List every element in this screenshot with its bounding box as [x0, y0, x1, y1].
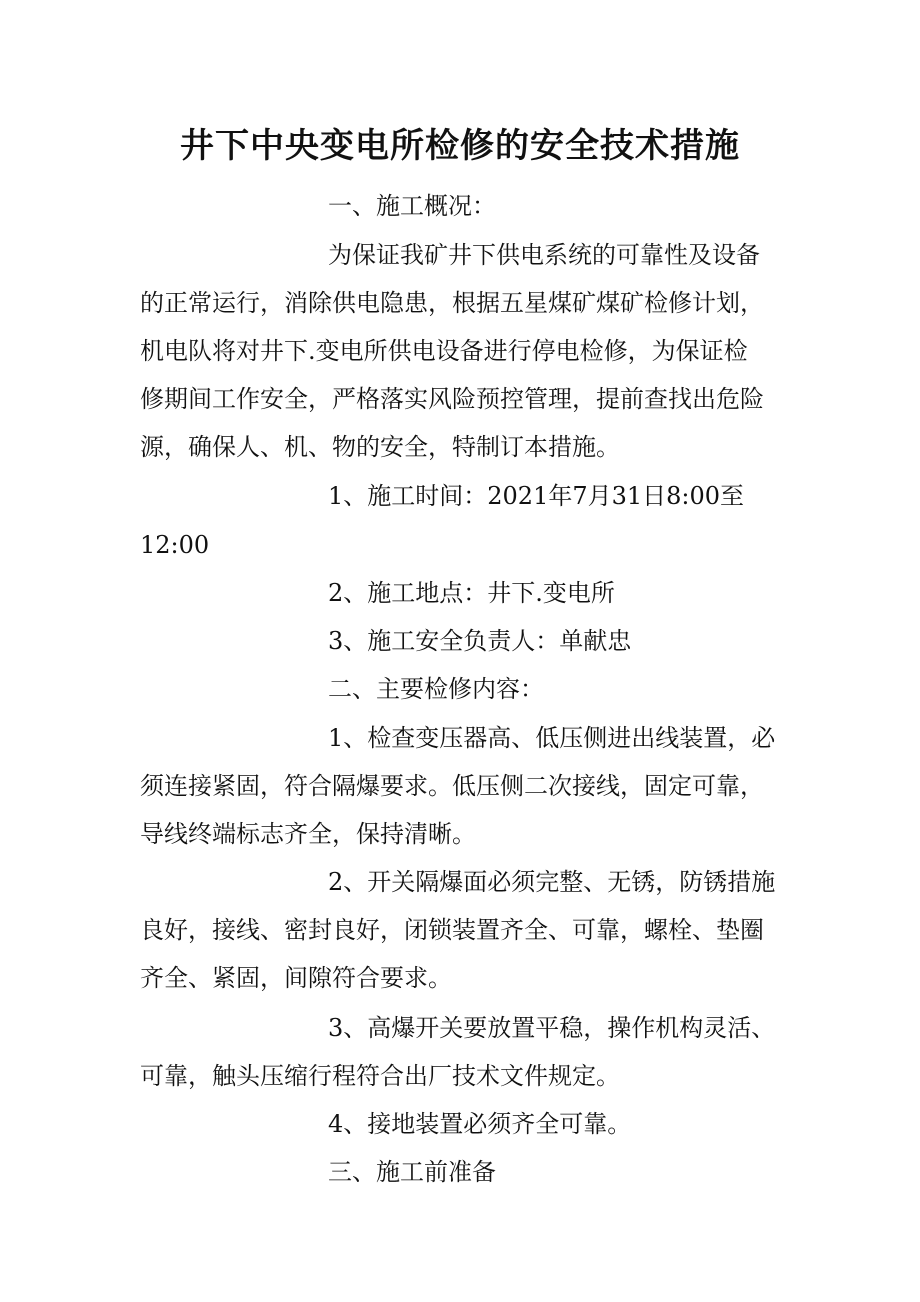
paragraph-line: 修期间工作安全，严格落实风险预控管理，提前查找出危险: [140, 385, 764, 413]
paragraph-line: 良好，接线、密封良好，闭锁装置齐全、可靠，螺栓、垫圈: [140, 916, 764, 944]
section-heading-overview: 一、施工概况：: [328, 192, 496, 220]
paragraph-line: 1、检查变压器高、低压侧进出线装置，必: [328, 724, 776, 752]
document-title: 井下中央变电所检修的安全技术措施: [180, 126, 740, 166]
paragraph-line: 的正常运行，消除供电隐患，根据五星煤矿煤矿检修计划，: [140, 289, 764, 317]
safety-officer-line: 3、施工安全负责人：单献忠: [328, 627, 632, 655]
construction-location-line: 2、施工地点：井下.变电所: [328, 579, 615, 607]
paragraph-line: 齐全、紧固，间隙符合要求。: [140, 964, 452, 992]
paragraph-line: 机电队将对井下.变电所供电设备进行停电检修，为保证检: [140, 337, 748, 365]
section-heading-preparation: 三、施工前准备: [328, 1158, 496, 1186]
construction-time-line: 12:00: [140, 531, 210, 559]
paragraph-line: 源，确保人、机、物的安全，特制订本措施。: [140, 433, 620, 461]
paragraph-line: 2、开关隔爆面必须完整、无锈，防锈措施: [328, 868, 776, 896]
paragraph-line: 3、高爆开关要放置平稳，操作机构灵活、: [328, 1014, 776, 1042]
construction-time-line: 1、施工时间：2021年7月31日8:00至: [328, 482, 745, 510]
section-heading-main-content: 二、主要检修内容：: [328, 675, 544, 703]
paragraph-line: 可靠，触头压缩行程符合出厂技术文件规定。: [140, 1062, 620, 1090]
paragraph-line: 为保证我矿井下供电系统的可靠性及设备: [328, 241, 760, 269]
paragraph-line: 4、接地装置必须齐全可靠。: [328, 1110, 632, 1138]
paragraph-line: 须连接紧固，符合隔爆要求。低压侧二次接线，固定可靠，: [140, 772, 764, 800]
paragraph-line: 导线终端标志齐全，保持清晰。: [140, 820, 476, 848]
